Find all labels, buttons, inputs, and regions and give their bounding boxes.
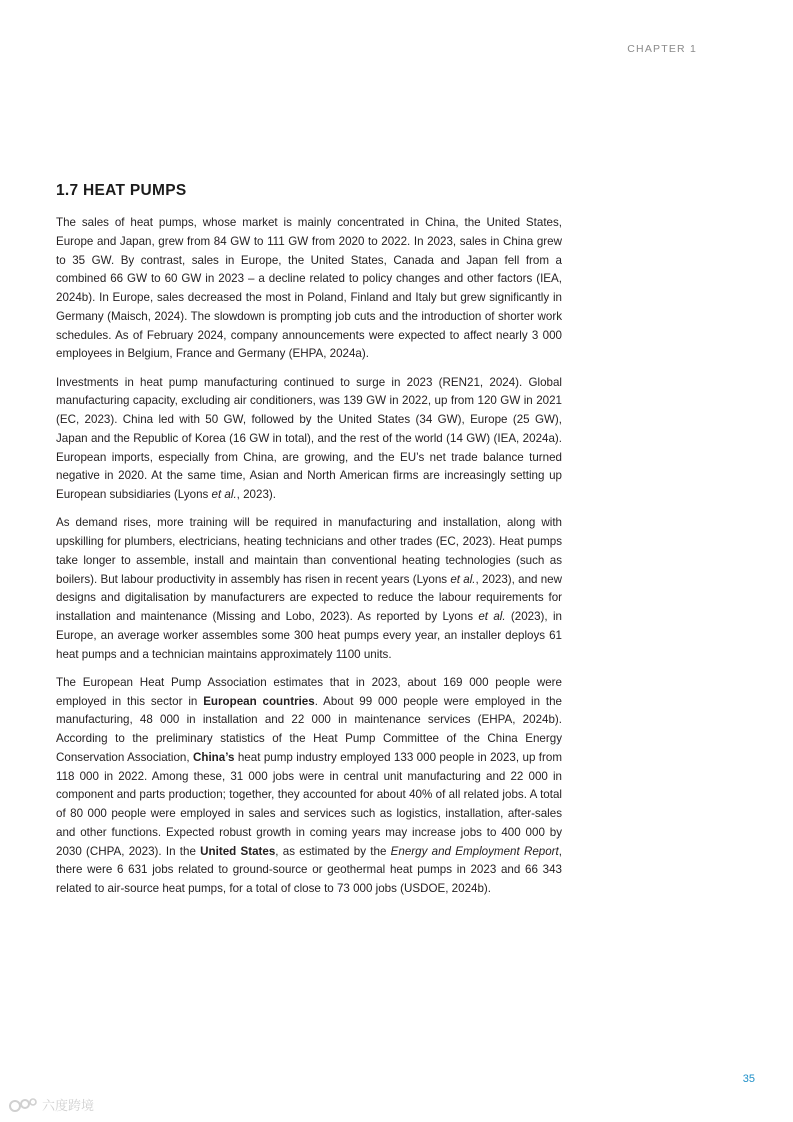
section-title: 1.7 HEAT PUMPS [56,182,187,199]
highlight-united-states: United States [200,844,276,858]
paragraph-4: The European Heat Pump Association estimates that in 2023, about 169 000 people were employed in this sector in European countries. About 99 000 people were employed in the manufacturing, 48 000 in installation and 22 000 in maintenance services (EHPA, 2024b). According to the preliminary statistics of the Heat Pump Committee of the China Energy Conservation Association, China’s heat pump industry employed 133 000 people in 2023, up from 118 000 in 2022. Among these, 31 000 jobs were in central unit manufacturing and 22 000 in component and parts production; together, they accounted for about 40% of all related jobs. A total of 80 000 people were employed in sales and services such as logistics, installation, after-sales and other functions. Expected robust growth in coming years may increase jobs to 400 000 by 2030 (CHPA, 2023). In the United States, as estimated by the Energy and Employment Report, there were 6 631 jobs related to ground-source or geothermal heat pumps in 2023 and 66 343 related to air-source heat pumps, for a total of close to 73 000 jobs (USDOE, 2024b). [56,675,563,895]
paragraph-2: Investments in heat pump manufacturing continued to surge in 2023 (REN21, 2024). Global manufacturing capacity, excluding air conditioners, was 139 GW in 2022, up from 120 GW in 2021 (EC, 2023). China led with 50 GW, followed by the United States (34 GW), Europe (25 GW), Japan and the Republic of Korea (16 GW in total), and the rest of the world (14 GW) (IEA, 2024a). European imports, especially from China, are growing, and the EU’s net trade balance turned negative in 2020. At the same time, Asian and North American firms are increasingly setting up European subsidiaries (Lyons et al., 2023). [56,375,562,501]
highlight-european-countries: European countries [203,694,315,708]
body-text [56,214,562,908]
report-title: Energy and Employment Report [390,844,559,858]
watermark [8,1095,94,1114]
paragraph-3: As demand rises, more training will be required in manufacturing and installation, along with upskilling for plumbers, electricians, heating technicians and other trades (EC, 2023). Heat pumps take longer to assemble, install and maintain than conventional heating technologies (such as boilers). But labour productivity in assembly has risen in recent years (Lyons et al., 2023), and new designs and digitalisation by manufacturers are expected to reduce the labour requirements for installation and maintenance (Missing and Lobo, 2023). As reported by Lyons et al. (2023), in Europe, an average worker assembles some 300 heat pumps every year, an installer deploys 61 heat pumps and a technician maintains approximately 1100 units. [56,516,562,661]
page-number: 35 [742,1073,755,1085]
watermark-text: 六度跨境 [42,1098,95,1113]
chapter-header: CHAPTER 1 [627,43,697,55]
watermark-logo-icon [8,1096,38,1114]
highlight-china: China’s [193,750,235,764]
paragraph-1: The sales of heat pumps, whose market is mainly concentrated in China, the United States, Europe and Japan, grew from 84 GW to 111 GW from 2020 to 2022. In 2023, sales in China grew to 35 GW. By contrast, sales in Europe, the United States, Canada and Japan fell from a combined 66 GW to 60 GW in 2023 – a decline related to policy changes and other factors (IEA, 2024b). In Europe, sales decreased the most in Poland, Finland and Italy but grew significantly in Germany (Maisch, 2024). The slowdown is prompting job cuts and the introduction of shorter work schedules. As of February 2024, company announcements were expected to affect nearly 3 000 employees in Belgium, France and Germany (EHPA, 2024a). [56,216,562,361]
